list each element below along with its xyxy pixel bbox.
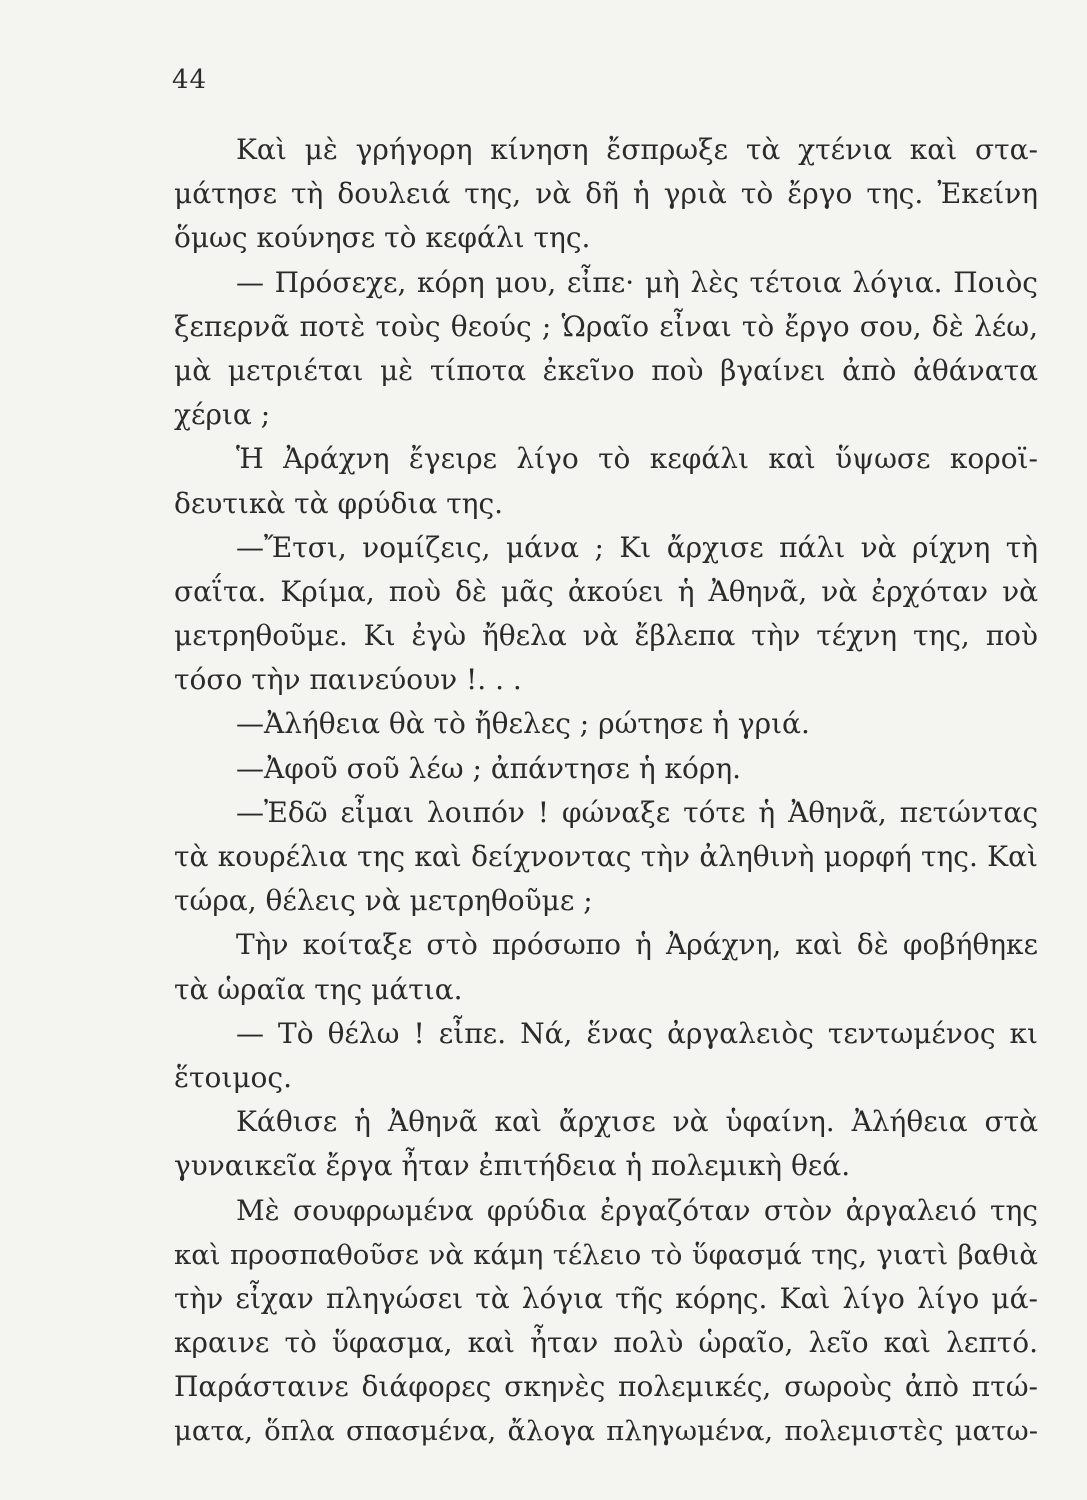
text-line: Ἡ Ἀράχνη ἔγειρε λίγο τὸ κεφάλι καὶ ὕψωσε κοροϊ- [236, 442, 1038, 476]
text-line: —Ἔτσι, νομίζεις, μάνα ; Κι ἄρχισε πάλι νὰ ρίχνη τὴ [236, 530, 1038, 564]
body-text [174, 128, 1038, 1454]
text-line: Τὴν κοίταξε στὸ πρόσωπο ἡ Ἀράχνη, καὶ δὲ φοβήθηκε [236, 928, 1038, 962]
text-line: τὰ κουρέλια της καὶ δείχνοντας τὴν ἀληθινὴ μορφή της. Καὶ [174, 840, 1038, 873]
text-line: — Τὸ θέλω ! εἶπε. Νά, ἕνας ἀργαλειὸς τεντωμένος κι [236, 1016, 1038, 1050]
text-line: μετρηθοῦμε. Κι ἐγὼ ἤθελα νὰ ἔβλεπα τὴν τέχνη της, ποὺ [174, 619, 1038, 653]
text-line: τόσο τὴν παινεύουν !. . . [174, 663, 522, 697]
text-line: —Ἀλήθεια θὰ τὸ ἤθελες ; ρώτησε ἡ γριά. [236, 707, 810, 741]
text-line: ξεπερνᾶ ποτὲ τοὺς θεούς ; Ὡραῖο εἶναι τὸ ἔργο σου, δὲ λέω, [174, 309, 1038, 343]
text-line: Καὶ μὲ γρήγορη κίνηση ἔσπρωξε τὰ χτένια καὶ στα- [236, 133, 1038, 166]
text-line: ματα, ὅπλα σπασμένα, ἄλογα πληγωμένα, πολεμιστὲς ματω- [174, 1415, 1038, 1448]
text-line: τώρα, θέλεις νὰ μετρηθοῦμε ; [174, 884, 593, 918]
text-line: γυναικεῖα ἔργα ἦταν ἐπιτήδεια ἡ πολεμικὴ θεά. [174, 1149, 851, 1183]
text-line: Κάθισε ἡ Ἀθηνᾶ καὶ ἄρχισε νὰ ὑφαίνη. Ἀλήθεια στὰ [236, 1105, 1038, 1139]
text-line: Μὲ σουφρωμένα φρύδια ἐργαζόταν στὸν ἀργαλειό της [236, 1193, 1038, 1227]
text-line: —Ἐδῶ εἶμαι λοιπόν ! φώναξε τότε ἡ Ἀθηνᾶ, πετώντας [236, 795, 1038, 829]
text-line: χέρια ; [174, 398, 271, 432]
text-line: ἕτοιμος. [174, 1060, 292, 1094]
text-line: τὰ ὡραῖα της μάτια. [174, 972, 463, 1006]
text-line: μάτησε τὴ δουλειά της, νὰ δῆ ἡ γριὰ τὸ ἔργο της. Ἐκείνη [174, 177, 1038, 211]
text-line: Παράσταινε διάφορες σκηνὲς πολεμικές, σωροὺς ἀπὸ πτώ- [174, 1370, 1038, 1404]
text-line: δευτικὰ τὰ φρύδια της. [174, 486, 504, 520]
page-number: 44 [172, 65, 208, 95]
text-line: καὶ προσπαθοῦσε νὰ κάμη τέλειο τὸ ὕφασμά της, γιατὶ βαθιὰ [174, 1238, 1038, 1271]
text-line: μὰ μετριέται μὲ τίποτα ἐκεῖνο ποὺ βγαίνει ἀπὸ ἀθάνατα [174, 353, 1038, 387]
text-line: σαΐτα. Κρίμα, ποὺ δὲ μᾶς ἀκούει ἡ Ἀθηνᾶ, νὰ ἐρχόταν νὰ [174, 574, 1038, 608]
text-line: τὴν εἶχαν πληγώσει τὰ λόγια τῆς κόρης. Καὶ λίγο λίγο μά- [174, 1281, 1038, 1315]
text-line: — Πρόσεχε, κόρη μου, εἶπε· μὴ λὲς τέτοια λόγια. Ποιὸς [236, 265, 1038, 299]
text-line: κραινε τὸ ὕφασμα, καὶ ἦταν πολὺ ὡραῖο, λεῖο καὶ λεπτό. [174, 1326, 1038, 1360]
text-line: —Ἀφοῦ σοῦ λέω ; ἀπάντησε ἡ κόρη. [236, 751, 742, 785]
text-line: ὅμως κούνησε τὸ κεφάλι της. [174, 221, 591, 255]
